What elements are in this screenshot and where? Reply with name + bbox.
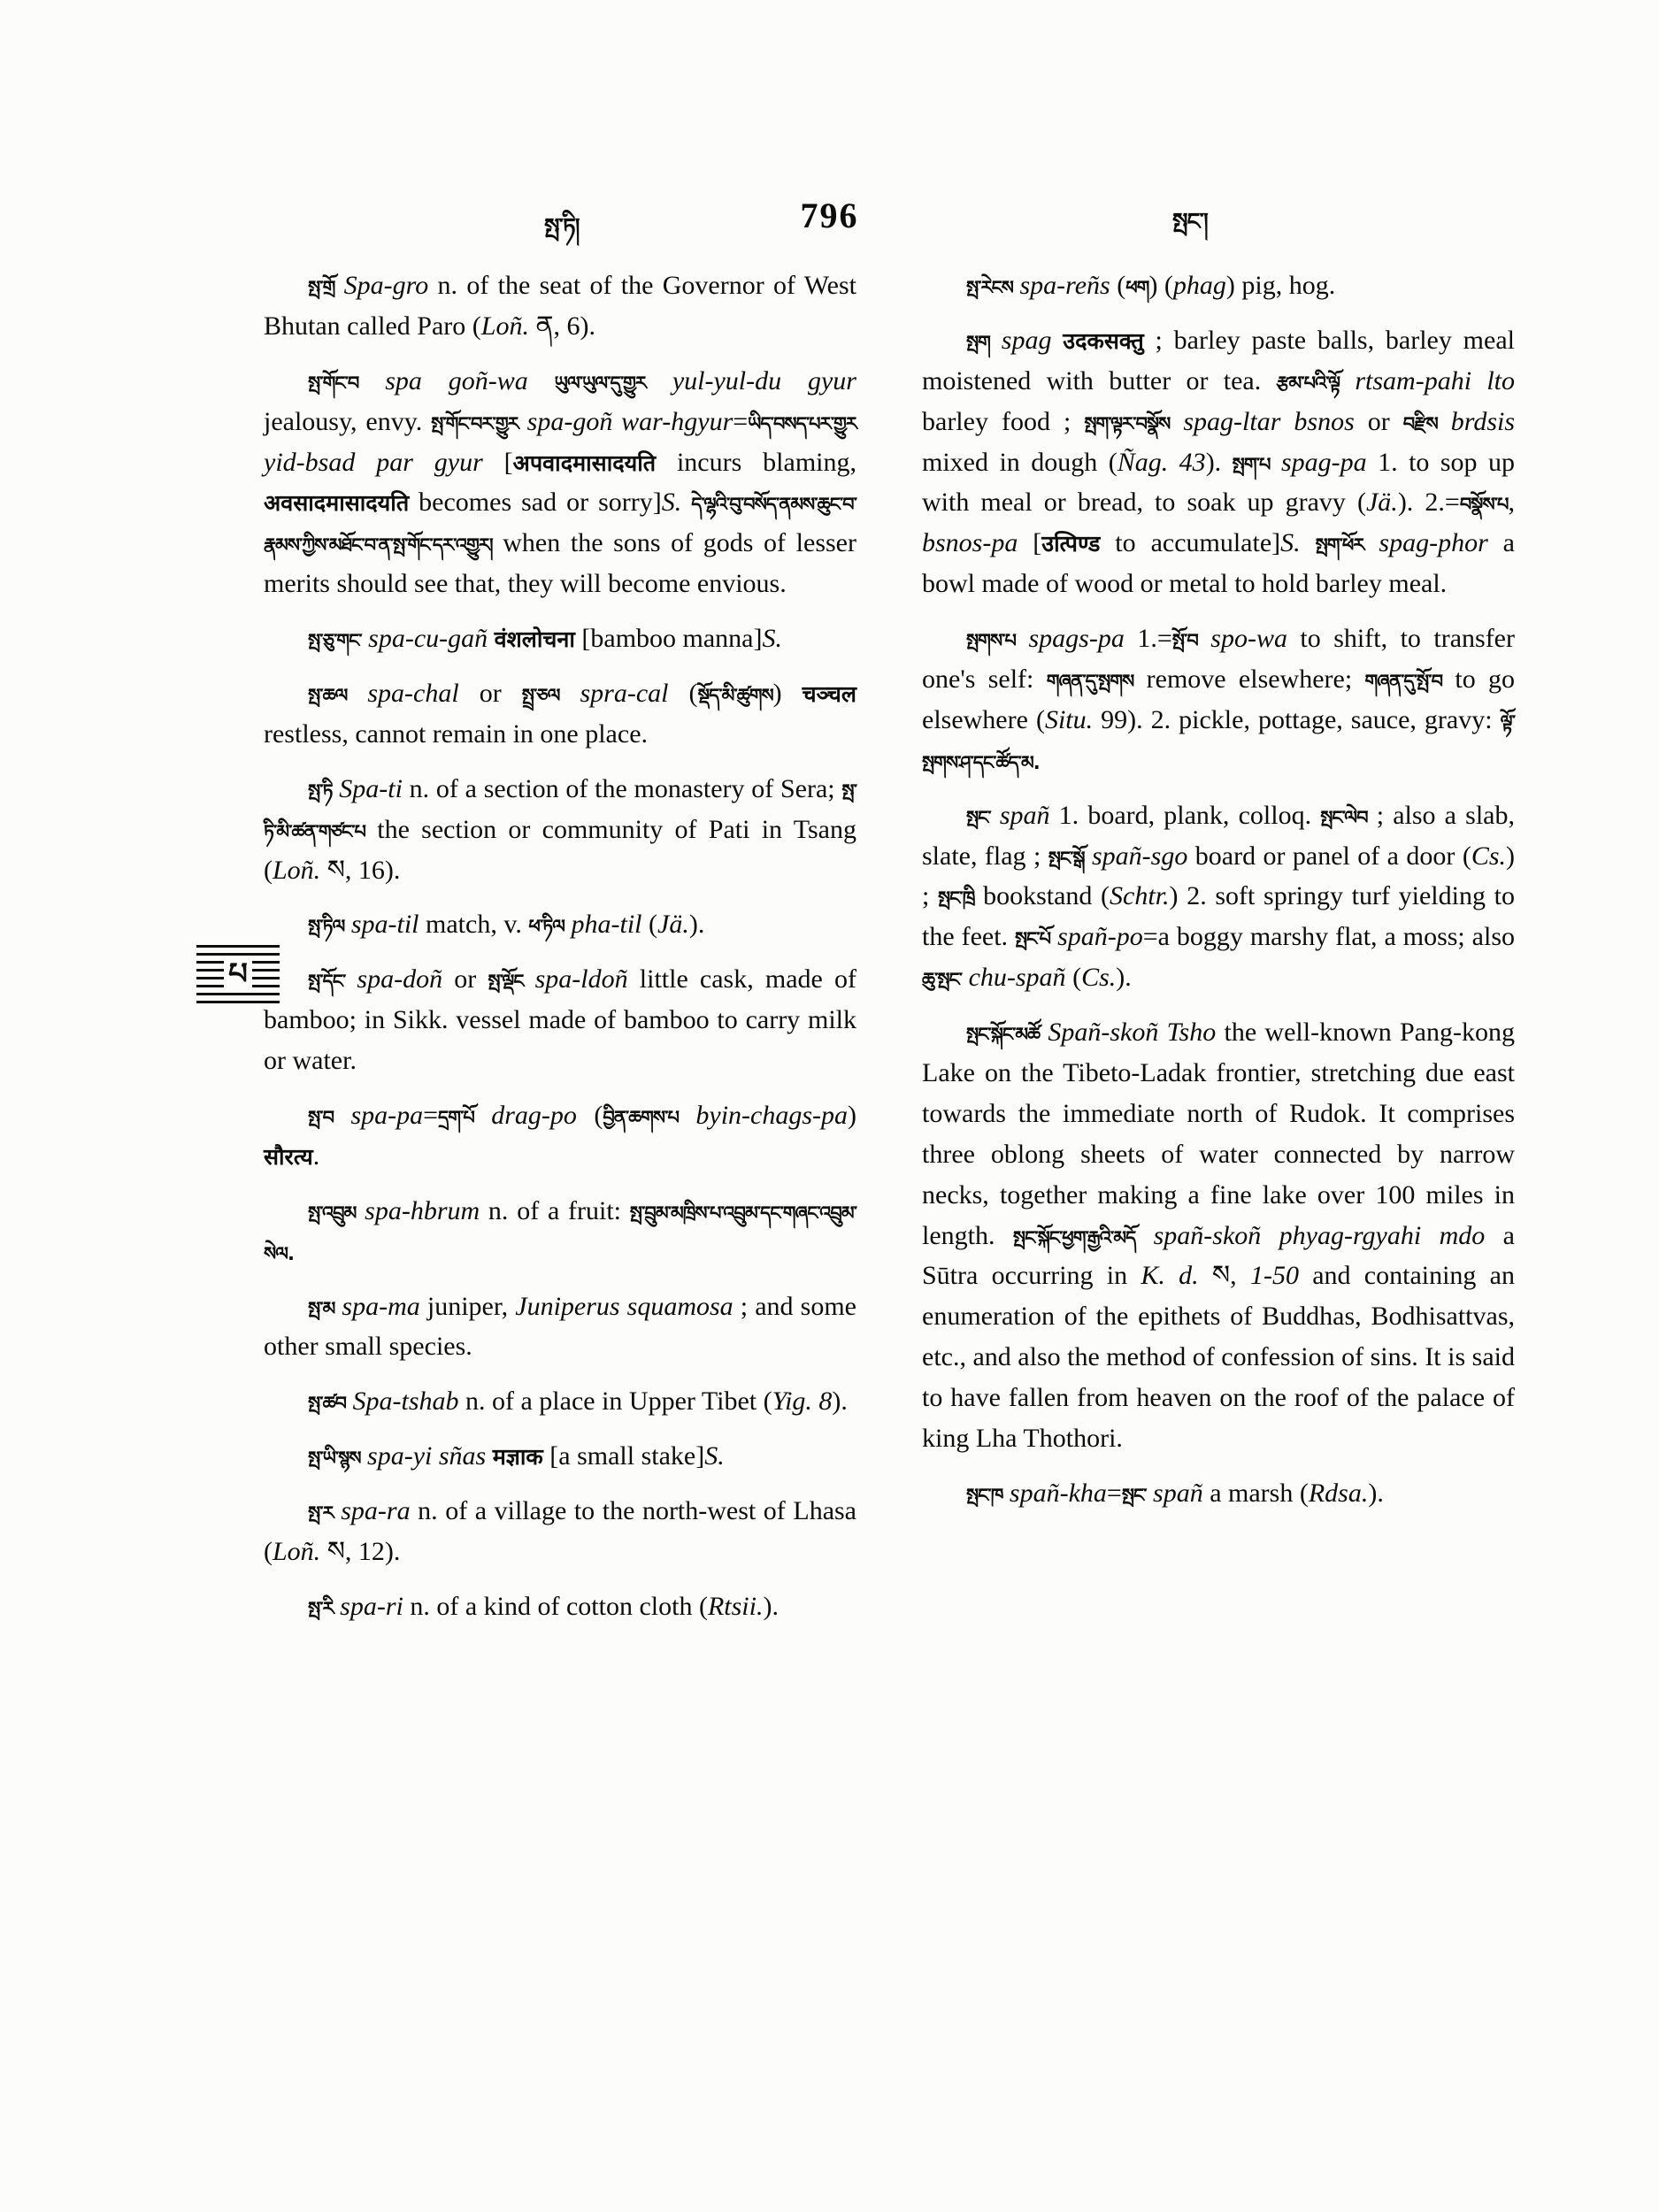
tibetan-text: སྤ་རི xyxy=(308,1597,334,1619)
definition-text: ). xyxy=(688,910,705,940)
definition-text: ( xyxy=(641,910,657,940)
tibetan-text: སྤང་སྒོ xyxy=(1048,847,1085,869)
sanskrit-text: चञ्चल xyxy=(802,681,857,708)
definition-text: n. of a fruit: xyxy=(480,1195,630,1225)
dictionary-entry xyxy=(264,904,856,945)
headword-transliteration: bsnos-pa xyxy=(922,528,1018,558)
thumb-index-letter: པ xyxy=(224,959,252,989)
definition-text: ( xyxy=(1110,271,1126,300)
headword-transliteration: spag-ltar bsnos xyxy=(1170,406,1355,436)
headword-transliteration: spag-pa xyxy=(1270,447,1367,477)
headword-transliteration: Spa-gro xyxy=(334,271,429,300)
tibetan-text: སྤང་ xyxy=(1121,1484,1147,1506)
text-columns xyxy=(264,265,1515,1641)
sanskrit-text: सौरत्य xyxy=(264,1143,313,1170)
dictionary-entry xyxy=(264,618,856,659)
tibetan-text: སྤ་ཏིལ xyxy=(308,916,345,938)
definition-text: the section or community of Pati in Tsang ( xyxy=(264,814,856,885)
headword-transliteration: spa-ra xyxy=(333,1496,411,1526)
definition-text: ( xyxy=(668,679,698,709)
sanskrit-text: मज्ञाक xyxy=(492,1444,543,1471)
headword-transliteration: spa-chal xyxy=(347,679,459,709)
headword-transliteration: spa-hbrum xyxy=(356,1195,480,1225)
sanskrit-text: अपवादमासादयति xyxy=(512,449,657,476)
tibetan-text: དྲག་པོ xyxy=(438,1107,474,1129)
definition-text xyxy=(681,488,691,517)
definition-text: ; also a slab, slate, flag ; xyxy=(922,800,1515,871)
definition-text: and containing an enumeration of the epithets of Buddhas, Bodhisattvas, etc., and also the method of confession of sins. It is said to have fallen from heaven on the roof of the palace of king Lha Thothori. xyxy=(922,1261,1516,1454)
headword-transliteration: Spa-tshab xyxy=(346,1386,459,1417)
tibetan-text: སྤག་ཕོར xyxy=(1315,534,1364,557)
headword-transliteration: spa-ldoñ xyxy=(523,964,628,995)
reference-citation: Cs. xyxy=(1081,963,1117,993)
reference-citation: Loñ. xyxy=(273,1537,321,1567)
dictionary-entry xyxy=(264,265,856,347)
dictionary-entry xyxy=(264,673,856,755)
reference-citation: Schtr. xyxy=(1110,881,1170,911)
headword-transliteration: spa-cu-gañ xyxy=(361,624,495,654)
tibetan-text: སྤ་གོང་བ xyxy=(308,372,359,394)
dictionary-entry xyxy=(264,1095,856,1177)
headword-transliteration: spa goñ-wa xyxy=(358,365,555,396)
definition-text: =a boggy marshy flat, a moss; also xyxy=(1142,922,1516,952)
headword-transliteration: pha-til xyxy=(565,910,642,940)
definition-text: incurs blaming, xyxy=(656,447,856,477)
reference-citation: S. xyxy=(762,624,782,654)
tibetan-text: བསྣོས་པ xyxy=(1459,494,1509,516)
dictionary-entry xyxy=(922,1473,1515,1514)
left-column xyxy=(264,265,856,1641)
headword-transliteration: spa-pa xyxy=(334,1101,424,1131)
definition-text: or xyxy=(442,964,488,995)
tibetan-text: སྤག་ལྟར་བསྣོས xyxy=(1084,412,1171,434)
tibetan-text: སྤ་འབྲུམ xyxy=(308,1202,357,1224)
definition-text: ). xyxy=(832,1386,848,1417)
tibetan-text: སྤ་བ xyxy=(308,1107,334,1129)
tibetan-text: སྤ་དོང་ xyxy=(308,971,346,993)
headword-transliteration: chu-spañ xyxy=(962,963,1066,993)
headword-transliteration: rtsam-pahi lto xyxy=(1340,365,1515,396)
definition-text: or xyxy=(458,679,522,709)
tibetan-text: སྤ་ཆལ xyxy=(308,685,348,707)
tibetan-text: སྤག་པ xyxy=(1232,453,1271,475)
definition-text: [ xyxy=(482,447,513,477)
tibetan-text: སྤགས་པ xyxy=(966,630,1017,652)
definition-text: to go elsewhere ( xyxy=(922,664,1516,734)
tibetan-text: སྡོད་མི་ཚུགས xyxy=(697,685,773,707)
definition-text: ) ; xyxy=(922,841,1515,911)
reference-citation: Juniperus squamosa xyxy=(515,1291,733,1321)
definition-text: ) pig, hog. xyxy=(1225,271,1336,300)
tibetan-text: སྤང་ཁྲི xyxy=(938,887,975,910)
right-column xyxy=(922,265,1515,1641)
tibetan-text: སྤག xyxy=(966,331,990,353)
definition-text: ; and some other small species. xyxy=(264,1291,856,1362)
tibetan-text: སྤ་ཡི་སྙས xyxy=(308,1448,361,1470)
tibetan-text: སྤ་ལྡོང xyxy=(488,971,524,993)
dictionary-entry xyxy=(922,265,1515,306)
definition-text: 1. board, plank, colloq. xyxy=(1049,800,1321,830)
tibetan-text: ཡུལ་ཡུལ་དུ་གྱུར xyxy=(554,372,646,394)
dictionary-entry xyxy=(922,1012,1515,1459)
dictionary-entry xyxy=(264,361,856,604)
tibetan-text: སྤ་བྲུམ་མཁྲིས་པ་འབྲུམ་དང་གཞང་འབྲུམ་སེལ. xyxy=(264,1202,856,1264)
tibetan-text: བརྫིས xyxy=(1402,412,1438,434)
definition-text: [bamboo manna] xyxy=(574,624,763,654)
reference-citation: Situ. xyxy=(1044,704,1094,734)
tibetan-text: སྤ་མ xyxy=(308,1297,335,1319)
definition-text: 1.= xyxy=(1124,624,1172,654)
definition-text: ན, 6). xyxy=(528,311,595,341)
definition-text: a marsh ( xyxy=(1202,1478,1309,1508)
tibetan-text: སྤ་རེངས xyxy=(966,277,1013,298)
reference-citation: Ñag. 43 xyxy=(1117,447,1206,477)
definition-text: n. of a village to the north-west of Lhasa ( xyxy=(264,1496,856,1567)
definition-text: 1. to sop up with meal or bread, to soak up gravy ( xyxy=(922,447,1516,518)
tibetan-text: སྤ་ཏི xyxy=(308,780,333,802)
definition-text: [a small stake] xyxy=(542,1441,705,1471)
definition-text: 99). 2. pickle, pottage, sauce, gravy: xyxy=(1093,704,1501,734)
sanskrit-text: उत्पिण्ड xyxy=(1041,531,1101,557)
reference-citation: Yig. 8 xyxy=(772,1386,833,1417)
headword-transliteration: byin-chags-pa xyxy=(678,1101,848,1131)
sanskrit-text: उदकसक्तु xyxy=(1063,327,1144,354)
headword-transliteration: spa-ma xyxy=(334,1291,420,1321)
definition-text: jealousy, envy. xyxy=(264,406,432,436)
tibetan-text: སྤང་པོ xyxy=(1014,928,1051,950)
definition-text: becomes sad or sorry] xyxy=(409,488,662,518)
definition-text: ) 2. soft springy turf yielding to the feet. xyxy=(922,881,1515,952)
definition-text: ) xyxy=(772,679,803,709)
tibetan-text: སྤང་སྐོང་མཚོ xyxy=(966,1024,1041,1046)
headword-transliteration: spag-phor xyxy=(1363,528,1488,558)
definition-text: ). xyxy=(1368,1478,1384,1508)
tibetan-text: སྤང་ xyxy=(966,806,991,828)
definition-text: n. of the seat of the Governor of West Bhutan called Paro ( xyxy=(264,271,856,341)
tibetan-text: གཞན་དུ་སྤགས xyxy=(1046,671,1134,693)
tibetan-text: ཕ་ཏིལ xyxy=(528,916,565,938)
definition-text: bookstand ( xyxy=(974,881,1110,911)
definition-text: ས, 12). xyxy=(320,1537,401,1567)
tibetan-text: རྩམ་པའི་ལྟོ xyxy=(1276,372,1340,394)
dictionary-entry xyxy=(264,1491,856,1572)
reference-citation: 1-50 xyxy=(1249,1261,1299,1291)
headword-transliteration: spa-reñs xyxy=(1012,271,1110,300)
reference-citation: Rdsa. xyxy=(1308,1478,1369,1508)
dictionary-entry xyxy=(922,795,1515,998)
definition-text: n. of a place in Upper Tibet ( xyxy=(458,1386,772,1417)
definition-text: a bowl made of wood or metal to hold barley meal. xyxy=(922,528,1515,599)
definition-text: . xyxy=(312,1141,320,1171)
definition-text: = xyxy=(733,406,749,436)
headword-transliteration: spo-wa xyxy=(1197,624,1287,654)
definition-text: n. of a kind of cotton cloth ( xyxy=(403,1591,708,1621)
headword-transliteration: spañ xyxy=(1146,1478,1203,1508)
headword-transliteration: spañ-skoñ phyag-rgyahi mdo xyxy=(1135,1220,1486,1250)
definition-text: the well-known Pang-kong Lake on the Tibeto-Ladak frontier, stretching due east towards the immediate north of Rudok. It comprises three oblong sheets of water connected by narrow necks, together making a fine lake over 100 miles in length. xyxy=(922,1018,1515,1250)
definition-text: ). 2.= xyxy=(1397,488,1460,518)
headword-transliteration: spags-pa xyxy=(1016,624,1125,654)
dictionary-entry xyxy=(264,1381,856,1422)
headword-transliteration: spag xyxy=(989,325,1064,355)
definition-text: match, v. xyxy=(419,910,529,940)
page-number: 796 xyxy=(800,196,859,235)
definition-text: mixed in dough ( xyxy=(922,447,1118,477)
dictionary-entry xyxy=(922,320,1515,604)
tibetan-text: སྤ་ཅུ་གང་ xyxy=(308,630,362,652)
tibetan-text: སྤ་གོང་བར་གྱུར xyxy=(431,412,518,434)
definition-text: to accumulate] xyxy=(1100,528,1281,558)
reference-citation: Loñ. xyxy=(273,855,321,885)
definition-text: = xyxy=(1106,1478,1122,1508)
reference-citation: Rtsii. xyxy=(707,1591,764,1621)
definition-text: ). xyxy=(1116,963,1132,993)
definition-text: ; barley paste balls, barley meal moistened with butter or tea. xyxy=(922,325,1515,396)
tibetan-text: ཕག xyxy=(1125,277,1149,298)
definition-text: = xyxy=(423,1101,439,1131)
headword-transliteration: spañ xyxy=(990,800,1050,830)
definition-text: [ xyxy=(1018,528,1042,558)
definition-text: ( xyxy=(576,1101,603,1131)
headword-transliteration: yul-yul-du gyur xyxy=(645,365,856,396)
tibetan-text: ཡིད་བསད་པར་གྱུར xyxy=(748,412,856,434)
headword-transliteration: spa-ri xyxy=(333,1591,403,1621)
tibetan-text: གཞན་དུ་སྤོ་བ xyxy=(1364,671,1443,693)
reference-citation: S. xyxy=(1280,528,1301,558)
dictionary-entry xyxy=(264,1586,856,1627)
definition-text: restless, cannot remain in one place. xyxy=(264,718,649,749)
reference-citation: Jä. xyxy=(1365,488,1398,518)
sanskrit-text: वंशलोचना xyxy=(494,626,575,653)
headword-transliteration: brdsis xyxy=(1437,406,1516,436)
definition-text: remove elsewhere; xyxy=(1133,664,1365,695)
reference-citation: S. xyxy=(704,1441,725,1471)
dictionary-entry xyxy=(264,959,856,1081)
reference-citation: K. d. xyxy=(1141,1261,1199,1291)
definition-text: ) ( xyxy=(1148,271,1173,300)
definition-text: n. of a section of the monastery of Sera; xyxy=(402,773,842,803)
definition-text: a Sūtra occurring in xyxy=(922,1220,1515,1291)
dictionary-entry xyxy=(264,1436,856,1477)
headword-transliteration: spañ-po xyxy=(1050,922,1143,952)
header-right-guide-word: སྤང་། xyxy=(1172,209,1208,235)
dictionary-entry xyxy=(264,1191,856,1272)
definition-text: juniper, xyxy=(419,1291,516,1321)
dictionary-entry xyxy=(264,769,856,891)
headword-transliteration: spa-goñ war-hgyur xyxy=(518,406,733,436)
headword-transliteration: phag xyxy=(1172,271,1226,300)
tibetan-text: སྤང་ལེབ xyxy=(1320,806,1368,828)
page-header xyxy=(0,193,1659,255)
definition-text: ). xyxy=(1205,447,1233,477)
definition-text: ) xyxy=(848,1101,856,1131)
reference-citation: Loñ. xyxy=(480,311,529,341)
headword-transliteration: spa-yi sñas xyxy=(360,1441,493,1471)
sanskrit-text: अवसादमासादयति xyxy=(264,490,410,517)
headword-transliteration: spa-til xyxy=(344,910,419,940)
definition-text: ( xyxy=(1065,963,1082,993)
tibetan-text: སྤང་ཁ xyxy=(966,1484,1003,1506)
definition-text xyxy=(1301,528,1316,557)
tibetan-text: སྤྲ་ཅལ xyxy=(521,685,560,707)
tibetan-text: སྤང་སྐོང་ཕྱག་རྒྱའི་མདོ xyxy=(1012,1226,1136,1248)
definition-text: barley food ; xyxy=(922,406,1085,436)
definition-text: little cask, made of bamboo; in Sikk. vessel made of bamboo to carry milk or water. xyxy=(264,964,856,1076)
headword-transliteration: spañ-sgo xyxy=(1084,841,1188,871)
headword-transliteration: drag-po xyxy=(473,1101,577,1131)
definition-text: ས, 16). xyxy=(320,855,401,885)
tibetan-text: དེ་ལྷའི་བུ་བསོད་ནམས་ཆུང་བ་རྣམས་ཀྱིས་མཐོང་བ་ན་སྤ་གོང་དར་འགྱུར། xyxy=(264,494,856,557)
definition-text: , xyxy=(1508,488,1515,518)
definition-text: or xyxy=(1354,406,1403,436)
tibetan-text: ཆུ་སྤང་ xyxy=(922,969,963,991)
headword-transliteration: yid-bsad par gyur xyxy=(264,447,483,477)
tibetan-text: ལྟོ་སྤགས་ཤ་དང་ཚོད་མ. xyxy=(922,710,1515,773)
definition-text: board or panel of a door ( xyxy=(1187,841,1471,871)
headword-transliteration: spra-cal xyxy=(559,679,669,709)
tibetan-text: སྤ་ར xyxy=(308,1502,334,1525)
dictionary-entry xyxy=(922,618,1515,781)
definition-text: when the sons of gods of lesser merits should see that, they will become envious. xyxy=(264,528,856,599)
definition-text: ས, xyxy=(1198,1261,1250,1291)
headword-transliteration: spañ-kha xyxy=(1002,1478,1107,1508)
headword-transliteration: spa-doñ xyxy=(345,964,443,995)
reference-citation: Cs. xyxy=(1471,841,1506,871)
tibetan-text: བྱིན་ཆགས་པ xyxy=(603,1107,679,1129)
reference-citation: S. xyxy=(661,488,682,518)
headword-transliteration: Spa-ti xyxy=(332,773,403,803)
dictionary-entry xyxy=(264,1286,856,1368)
definition-text: ). xyxy=(763,1591,779,1621)
tibetan-text: སྤ་གྲོ xyxy=(308,277,335,298)
tibetan-text: སྤ་ཚབ xyxy=(308,1393,346,1415)
tibetan-text: སྤོ་བ xyxy=(1171,630,1198,652)
header-left-guide-word: སྤ་ཏི། xyxy=(544,214,580,241)
definition-text: to shift, to transfer one's self: xyxy=(922,624,1515,695)
headword-transliteration: Spañ-skoñ Tsho xyxy=(1040,1018,1217,1048)
reference-citation: Jä. xyxy=(657,910,689,940)
tibetan-text: སྤ་ཏི་མི་ཚན་གཙང་པ xyxy=(264,780,856,842)
